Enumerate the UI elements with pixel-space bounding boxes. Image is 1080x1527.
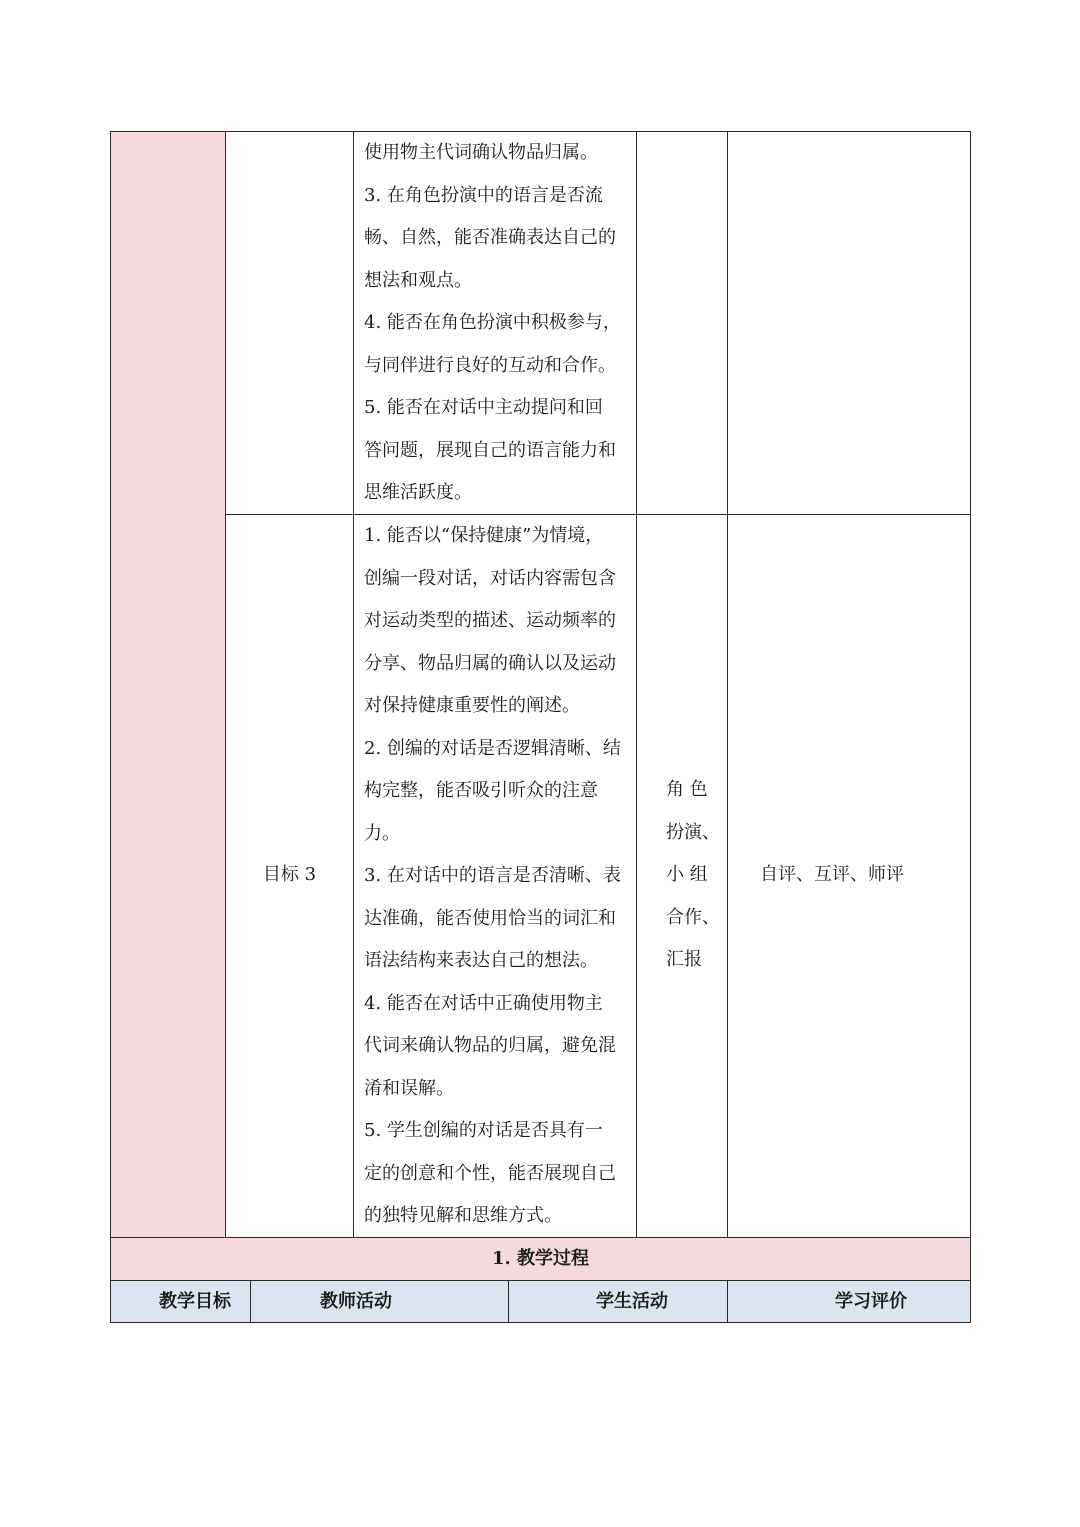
criteria-line: 3. 在角色扮演中的语言是否流 [364, 184, 603, 206]
criteria-line: 想法和观点。 [364, 269, 472, 291]
header-teacher: 教师活动 [320, 1291, 392, 1312]
col-divider-4 [727, 131, 728, 1237]
method-line: 小 组 [666, 864, 708, 885]
criteria-line: 4. 能否在对话中正确使用物主 [364, 992, 603, 1014]
criteria-line: 达准确，能否使用恰当的词汇和 [364, 907, 616, 929]
criteria-line: 4. 能否在角色扮演中积极参与， [364, 312, 621, 333]
header-student: 学生活动 [596, 1291, 668, 1312]
criteria-line: 淆和误解。 [364, 1077, 454, 1099]
criteria-line: 创编一段对话，对话内容需包含 [364, 567, 616, 589]
col-divider-2 [353, 131, 354, 1237]
criteria-line: 的独特见解和思维方式。 [364, 1205, 562, 1226]
criteria-line: 1. 能否以“保持健康”为情境， [364, 525, 604, 546]
col-divider-3 [636, 131, 637, 1237]
header-assessment: 学习评价 [835, 1291, 907, 1312]
criteria-line: 对保持健康重要性的阐述。 [364, 695, 580, 716]
criteria-line: 代词来确认物品的归属，避免混 [364, 1035, 616, 1056]
border-left [110, 131, 111, 1323]
criteria-line: 语法结构来表达自己的想法。 [364, 950, 598, 971]
col-divider-1 [225, 131, 226, 1237]
criteria-line: 使用物主代词确认物品归属。 [364, 142, 598, 163]
border-right [970, 131, 971, 1323]
criteria-line: 对运动类型的描述、运动频率的 [364, 610, 616, 631]
criteria-line: 5. 学生创编的对话是否具有一 [364, 1120, 603, 1141]
criteria-line: 答问题，展现自己的语言能力和 [364, 439, 616, 461]
method-line: 汇报 [666, 949, 702, 970]
criteria-line: 定的创意和个性，能否展现自己 [364, 1162, 616, 1184]
goal3-criteria-text [364, 515, 630, 1238]
method-line: 角 色 [666, 779, 708, 800]
header-goal: 教学目标 [159, 1291, 231, 1312]
method-line: 合作、 [666, 906, 720, 928]
criteria-line: 分享、物品归属的确认以及运动 [364, 652, 616, 674]
goal3-label: 目标 3 [262, 864, 317, 885]
criteria-line: 5. 能否在对话中主动提问和回 [364, 397, 603, 418]
criteria-line: 构完整，能否吸引听众的注意 [364, 780, 598, 801]
criteria-line: 3. 在对话中的语言是否清晰、表 [364, 865, 621, 886]
goal3-methods [666, 769, 726, 982]
criteria-line: 思维活跃度。 [364, 482, 472, 503]
criteria-line: 畅、自然，能否准确表达自己的 [364, 227, 616, 248]
criteria-line: 与同伴进行良好的互动和合作。 [364, 354, 616, 376]
left-category-cell [110, 131, 225, 1237]
criteria-line: 2. 创编的对话是否逻辑清晰、结 [364, 737, 621, 759]
section-title: 1. 教学过程 [491, 1248, 590, 1269]
goal3-evaluation: 自评、互评、师评 [760, 864, 904, 885]
criteria-top-text [364, 132, 630, 515]
method-line: 扮演、 [666, 821, 720, 843]
criteria-line: 力。 [364, 822, 400, 844]
